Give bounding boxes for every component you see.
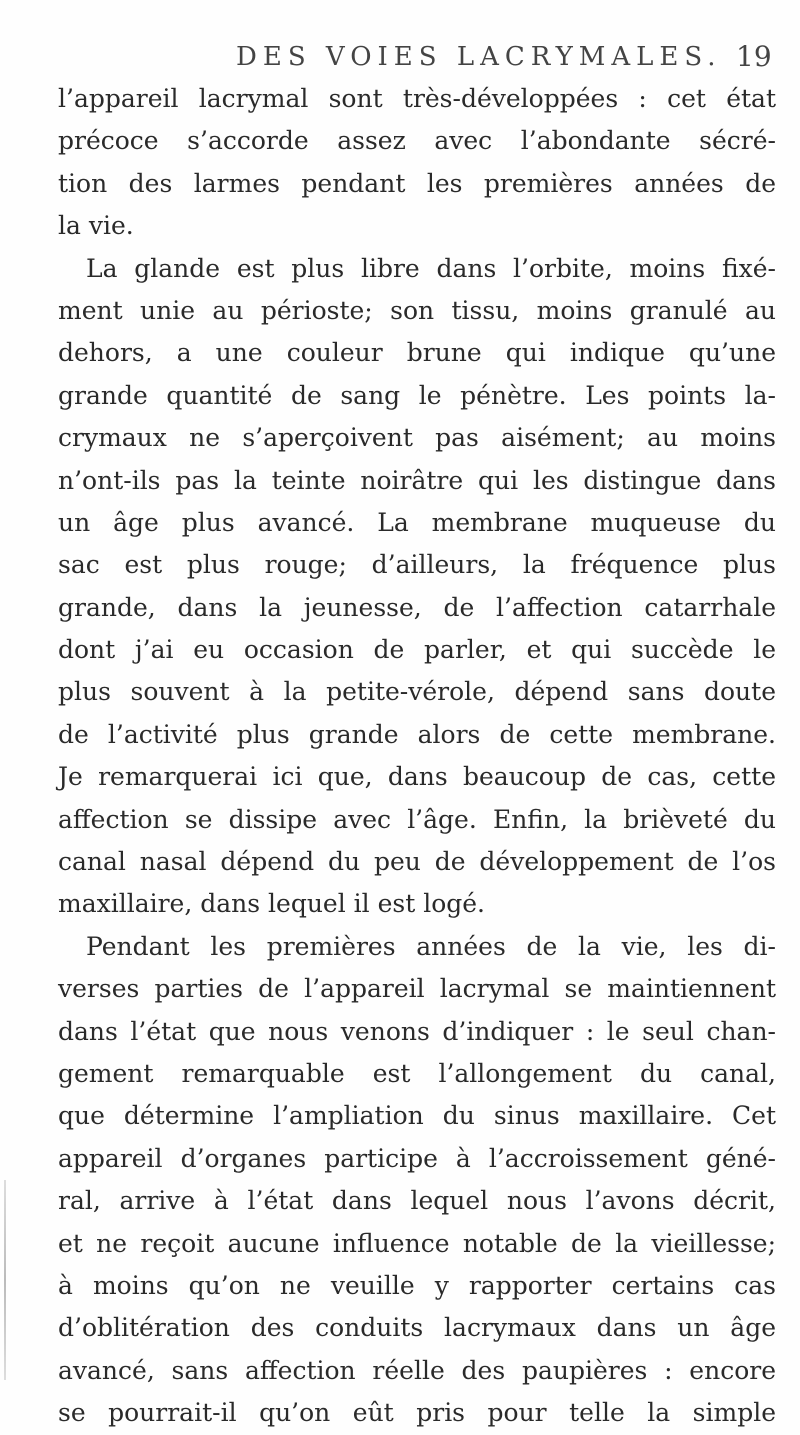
text-line: dehors, a une couleur brune qui indique qu’une <box>58 338 776 368</box>
paragraph-start-line: La glande est plus libre dans l’orbite, moins fixé- <box>86 253 776 283</box>
text-line: plus souvent à la petite-vérole, dépend sans doute <box>58 677 776 707</box>
text-line: dont j’ai eu occasion de parler, et qui succède le <box>58 635 776 665</box>
running-title: DES VOIES LACRYMALES. <box>236 42 722 72</box>
text-line: maxillaire, dans lequel il est logé. <box>58 889 486 919</box>
text-line: se pourrait-il qu’on eût pris pour telle la simple <box>58 1398 776 1428</box>
text-line: un âge plus avancé. La membrane muqueuse du <box>58 507 776 537</box>
text-line: ment unie au périoste; son tissu, moins granulé au <box>58 295 776 325</box>
text-line: que détermine l’ampliation du sinus maxillaire. Cet <box>58 1101 776 1131</box>
text-line: verses parties de l’appareil lacrymal se maintiennent <box>58 974 776 1004</box>
text-line: affection se dissipe avec l’âge. Enfin, la brièveté du <box>58 804 776 834</box>
text-line: n’ont-ils pas la teinte noirâtre qui les distingue dans <box>58 465 776 495</box>
text-line: appareil d’organes participe à l’accroissement géné- <box>58 1143 776 1173</box>
text-line: l’appareil lacrymal sont très-développées : cet état <box>58 84 776 113</box>
text-line: crymaux ne s’aperçoivent pas aisément; au moins <box>58 423 776 453</box>
text-line: d’oblitération des conduits lacrymaux dans un âge <box>58 1313 776 1343</box>
text-line: sac est plus rouge; d’ailleurs, la fréquence plus <box>58 550 776 580</box>
text-line: dans l’état que nous venons d’indiquer : le seul chan- <box>58 1016 776 1046</box>
text-line: de l’activité plus grande alors de cette membrane. <box>58 719 776 749</box>
page-edge-shadow <box>4 1180 6 1380</box>
text-line: grande quantité de sang le pénètre. Les points la- <box>58 380 776 410</box>
running-header <box>0 0 800 84</box>
text-line: à moins qu’on ne veuille y rapporter certains cas <box>58 1270 776 1300</box>
text-line: avancé, sans affection réelle des paupières : encore <box>58 1355 776 1385</box>
text-line: précoce s’accorde assez avec l’abondante sécré- <box>58 126 776 156</box>
text-line: ral, arrive à l’état dans lequel nous l’avons décrit, <box>58 1186 776 1216</box>
page-number: 19 <box>736 40 772 73</box>
body-text <box>58 78 776 1435</box>
text-line: canal nasal dépend du peu de développement de l’os <box>58 847 776 877</box>
text-line: tion des larmes pendant les premières années de <box>58 168 776 198</box>
paragraph-start-line: Pendant les premières années de la vie, les di- <box>86 931 776 961</box>
text-line: grande, dans la jeunesse, de l’affection catarrhale <box>58 592 776 622</box>
text-line: Je remarquerai ici que, dans beaucoup de cas, cette <box>58 762 776 792</box>
text-line: et ne reçoit aucune influence notable de la vieillesse; <box>58 1228 776 1258</box>
text-line: gement remarquable est l’allongement du canal, <box>58 1058 776 1088</box>
text-line: la vie. <box>58 211 134 241</box>
